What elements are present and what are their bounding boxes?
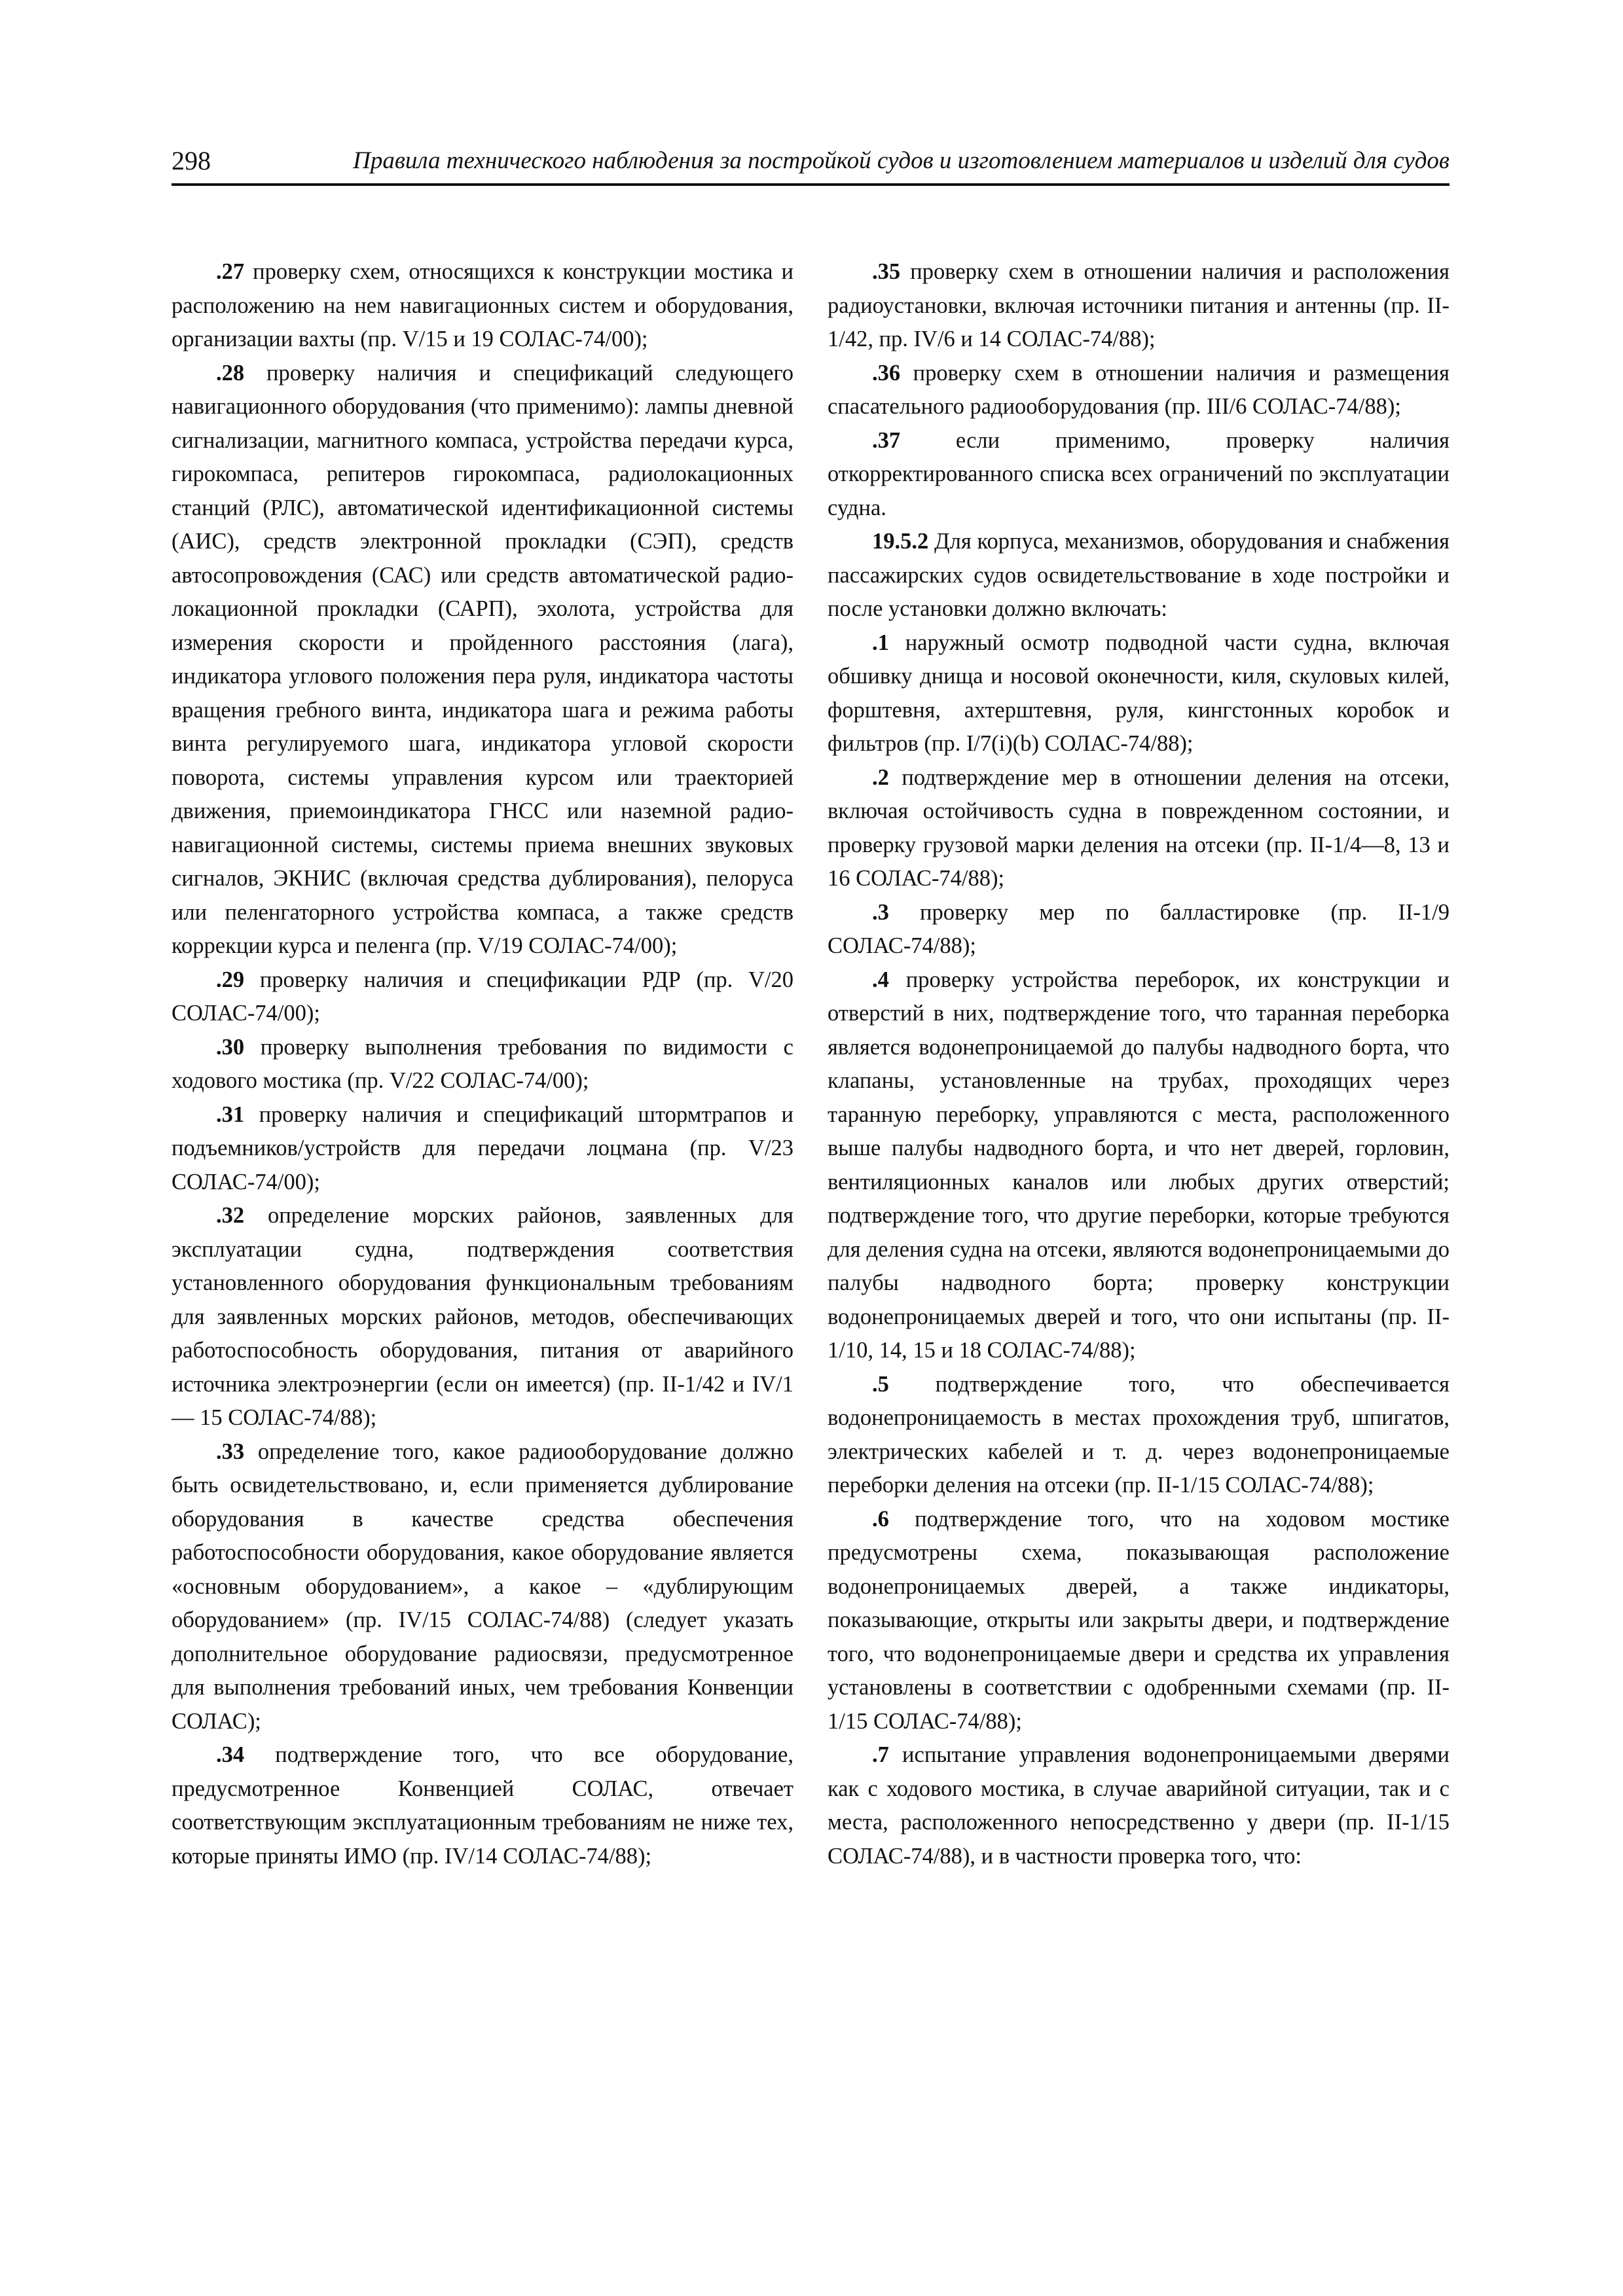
paragraph bbox=[828, 1503, 1450, 1739]
item-text: проверку схем в отношении наличия и расположения радиоустановки, включая источники питания и антенны (пр. II-1/42, пр. IV/6 и 14 СОЛАС-74/88); bbox=[828, 259, 1450, 351]
item-text: испытание управления водонепроницаемыми дверями как с ходового мостика, в случае аварийной ситуации, так и с места, расположенного непосредственно у двери (пр. II-1/15 СОЛАС-74/88), и в частности проверка того, что: bbox=[828, 1742, 1450, 1869]
item-number: .5 bbox=[872, 1371, 889, 1397]
paragraph bbox=[828, 357, 1450, 424]
item-text: проверку устройства переборок, их конструкции и отверстий в них, подтверждение того, что таранная переборка является водонепроницаемой до палубы надводного борта, что клапаны, установленные на трубах, проходящих через таранную переборку, управляются с места, расположенного выше палубы надводного борта, и что нет дверей, горловин, вентиляционных каналов или любых других отверстий; подтверждение того, что другие переборки, которые требуются для деления судна на отсеки, являются водонепроницаемыми до палубы надводного борта; проверку конструкции водонепроницаемых дверей и того, что они испытаны (пр. II-1/10, 14, 15 и 18 СОЛАС-74/88); bbox=[828, 967, 1450, 1363]
item-number: .30 bbox=[216, 1034, 245, 1060]
page-number: 298 bbox=[172, 146, 211, 175]
item-number: .1 bbox=[872, 630, 889, 655]
item-text: проверку наличия и спецификации РДР (пр. V/20 СОЛАС-74/00); bbox=[172, 967, 793, 1026]
item-text: проверку схем в отношении наличия и размещения спасательного радиооборудования (пр. III/6 СОЛАС-74/88); bbox=[828, 360, 1450, 419]
paragraph bbox=[828, 255, 1450, 357]
paragraph bbox=[172, 1098, 793, 1200]
item-text: проверку выполнения требования по видимости с ходового мостика (пр. V/22 СОЛАС-74/00); bbox=[172, 1034, 793, 1093]
item-number: .7 bbox=[872, 1742, 889, 1767]
item-text: Для корпуса, механизмов, оборудования и снабжения пассажирских судов освидетельствование в ходе постройки и после установки должно включать: bbox=[828, 529, 1450, 621]
paragraph bbox=[172, 357, 793, 963]
item-text: определение морских районов, заявленных для эксплуатации судна, подтверждения соответствия установленного оборудования функциональным требованиям для заявленных морских районов, методов, обеспечивающих работоспособность оборудования, питания от аварийного источника электроэнергии (если он имеется) (пр. II-1/42 и IV/1 — 15 СОЛАС-74/88); bbox=[172, 1203, 793, 1430]
item-number: .37 bbox=[872, 427, 901, 453]
item-text: наружный осмотр подводной части судна, включая обшивку днища и носовой оконечности, киля, скуловых килей, форштевня, ахтерштевня, руля, кингстонных коробок и фильтров (пр. I/7(i)(b) СОЛАС-74/88); bbox=[828, 630, 1450, 756]
paragraph bbox=[172, 1738, 793, 1873]
running-title: Правила технического наблюдения за постройкой судов и изготовлением материалов и изделий для судов bbox=[353, 147, 1450, 174]
paragraph bbox=[828, 1368, 1450, 1503]
right-column bbox=[828, 255, 1450, 1873]
item-text: проверку схем, относящихся к конструкции мостика и расположению на нем навигационных систем и оборудования, организации вахты (пр. V/15 и 19 СОЛАС-74/00); bbox=[172, 259, 793, 351]
item-number: .32 bbox=[216, 1203, 245, 1228]
item-text: подтверждение того, что на ходовом мостике предусмотрены схема, показывающая расположение водонепроницаемых дверей, а также индикаторы, показывающие, открыты или закрыты двери, и подтверждение того, что водонепроницаемые двери и средства их управления установлены в соответствии с одобренными схемами (пр. II-1/15 СОЛАС-74/88); bbox=[828, 1506, 1450, 1734]
item-text: если применимо, проверку наличия откорректированного списка всех ограничений по эксплуатации судна. bbox=[828, 427, 1450, 520]
item-number: .29 bbox=[216, 967, 245, 992]
left-column bbox=[172, 255, 793, 1873]
item-text: определение того, какое радиооборудование должно быть освидетельствовано, и, если применяется дублирование оборудования в качестве средства обеспечения работоспособности оборудования, какое оборудование является «основным оборудованием», а какое – «дублирующим оборудованием» (пр. IV/15 СОЛАС-74/88) (следует указать дополнительное оборудование радиосвязи, предусмотренное для выполнения требований иных, чем требования Конвенции СОЛАС); bbox=[172, 1439, 793, 1734]
section-number: 19.5.2 bbox=[872, 529, 929, 554]
item-text: подтверждение мер в отношении деления на отсеки, включая остойчивость судна в поврежденном состоянии, и проверку грузовой марки деления на отсеки (пр. II-1/4—8, 13 и 16 СОЛАС-74/88); bbox=[828, 764, 1450, 891]
paragraph bbox=[172, 255, 793, 357]
item-number: .27 bbox=[216, 259, 245, 284]
page-header bbox=[172, 143, 1450, 186]
item-number: .33 bbox=[216, 1439, 245, 1464]
item-number: .28 bbox=[216, 360, 245, 386]
paragraph bbox=[828, 963, 1450, 1368]
paragraph bbox=[172, 1435, 793, 1739]
item-number: .35 bbox=[872, 259, 901, 284]
item-text: проверку наличия и спецификаций следующего навигационного оборудования (что применимо): лампы дневной сигнализации, магнитного компаса, устройства передачи курса, гирокомпаса, репитеров гирокомпаса, радиолокационных станций (РЛС), автоматической идентификационной системы (АИС), средств электронной прокладки (СЭП), средств автосопровождения (САС) или средств автоматической радиолокационной прокладки (САРП), эхолота, устройства для измерения скорости и пройденного расстояния (лага), индикатора углового положения пера руля, индикатора частоты вращения гребного винта, индикатора шага и режима работы винта регулируемого шага, индикатора угловой скорости поворота, системы управления курсом или траекторией движения, приемоиндикатора ГНСС или наземной радионавигационной системы, системы приема внешних звуковых сигналов, ЭКНИС (включая средства дублирования), пелоруса или пеленгаторного устройства компаса, а также средств коррекции курса и пеленга (пр. V/19 СОЛАС-74/00); bbox=[172, 360, 793, 958]
item-number: .2 bbox=[872, 764, 889, 790]
item-number: .31 bbox=[216, 1102, 245, 1127]
paragraph bbox=[828, 626, 1450, 761]
item-number: .6 bbox=[872, 1506, 889, 1532]
item-number: .4 bbox=[872, 967, 889, 992]
paragraph bbox=[828, 761, 1450, 896]
item-text: проверку мер по балластировке (пр. II-1/9 СОЛАС-74/88); bbox=[828, 899, 1450, 958]
item-number: .3 bbox=[872, 899, 889, 925]
paragraph bbox=[172, 963, 793, 1031]
paragraph bbox=[828, 896, 1450, 963]
paragraph bbox=[172, 1199, 793, 1435]
item-text: подтверждение того, что обеспечивается водонепроницаемость в местах прохождения труб, шпигатов, электрических кабелей и т. д. через водонепроницаемые переборки деления на отсеки (пр. II-1/15 СОЛАС-74/88); bbox=[828, 1371, 1450, 1498]
paragraph bbox=[828, 424, 1450, 526]
item-text: подтверждение того, что все оборудование, предусмотренное Конвенцией СОЛАС, отвечает соответствующим эксплуатационным требованиям не ниже тех, которые приняты ИМО (пр. IV/14 СОЛАС-74/88); bbox=[172, 1742, 793, 1869]
item-number: .36 bbox=[872, 360, 901, 386]
paragraph bbox=[828, 1738, 1450, 1873]
item-number: .34 bbox=[216, 1742, 245, 1767]
section-paragraph bbox=[828, 525, 1450, 626]
item-text: проверку наличия и спецификаций штормтрапов и подъемников/устройств для передачи лоцмана (пр. V/23 СОЛАС-74/00); bbox=[172, 1102, 793, 1194]
paragraph bbox=[172, 1031, 793, 1098]
